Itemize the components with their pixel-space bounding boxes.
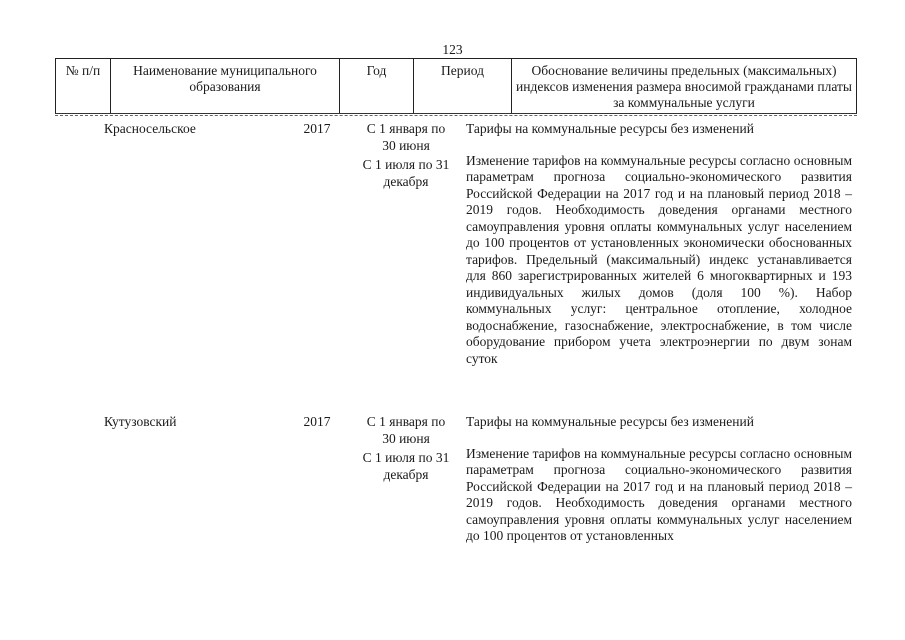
table-header [55,58,857,114]
header-col-justification: Обоснование величины предельных (максимальных) индексов изменения размера вносимой гражданами платы за коммунальные услуги [511,59,856,113]
year-cell: 2017 [303,414,331,429]
justification-cell [466,414,852,545]
period-first-half: С 1 января по 30 июня [366,121,446,153]
header-divider [55,115,857,116]
justification-second-half: Изменение тарифов на коммунальные ресурсы согласно основным параметрам прогноза социально-экономического развития Российской Федерации на 2017 год и на плановый период 2018 – 2019 годов. Необходимость доведения органами местного самоуправления уровня оплаты коммунальных услуг населением до 100 процентов от установленных экономически обоснованных тарифов. Предельный (максимальный) индекс устанавливается для 860 зарегистрированных жителей 6 многоквартирных и 193 индивидуальных жилых домов (доля 100 %). Набор коммунальных услуг: центральное отопление, холодное водоснабжение, газоснабжение, электроснабжение, в том числе оборудование прибором учета электроэнергии по двум зонам суток [466,152,852,366]
justification-first-half: Тарифы на коммунальные ресурсы без изменений [466,414,754,429]
header-col-period: Период [413,59,511,113]
justification-cell [466,121,852,367]
header-col-number: № п/п [65,63,101,78]
justification-second-half: Изменение тарифов на коммунальные ресурсы согласно основным параметрам прогноза социально-экономического развития Российской Федерации на 2017 год и на плановый период 2018 – 2019 годов. Необходимость доведения органами местного самоуправления уровня оплаты коммунальных услуг населением до 100 процентов от установленных [466,445,852,543]
header-col-municipality: Наименование муниципального образования [110,59,339,113]
page-number: 123 [442,42,463,57]
year-cell: 2017 [303,121,331,136]
period-cell [362,121,450,190]
period-second-half: С 1 июля по 31 декабря [362,450,450,482]
header-col-year: Год [339,59,413,113]
municipality-name: Красносельское [104,121,196,136]
period-first-half: С 1 января по 30 июня [366,414,446,446]
justification-first-half: Тарифы на коммунальные ресурсы без изменений [466,121,754,136]
period-second-half: С 1 июля по 31 декабря [362,157,450,189]
municipality-name: Кутузовский [104,414,177,429]
period-cell [362,414,450,483]
